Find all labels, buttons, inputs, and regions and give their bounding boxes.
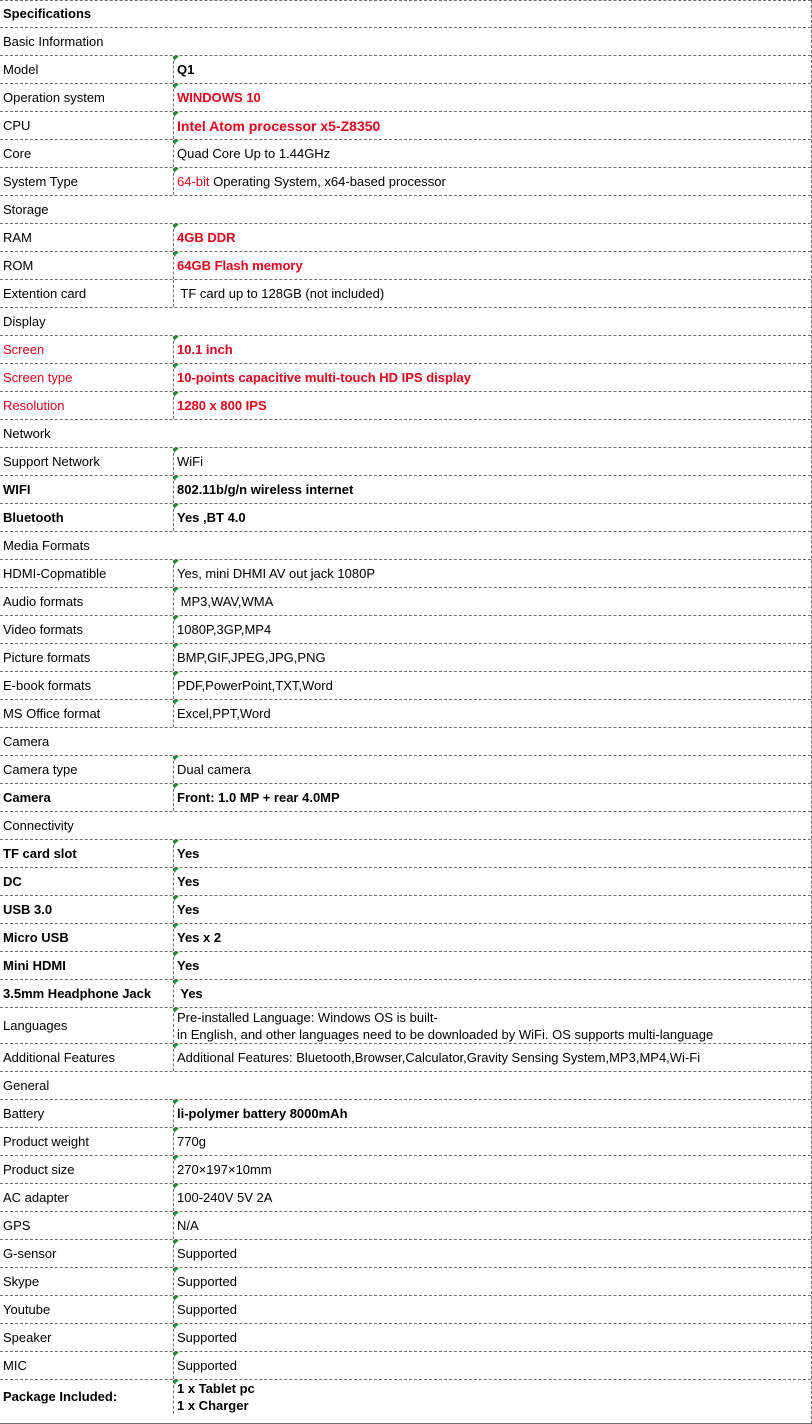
table-title: Specifications [3,6,92,21]
row-tf-slot [0,840,811,868]
row-value: 770g [174,1128,811,1155]
row-value: Yes [174,840,811,867]
row-label: GPS [0,1212,174,1239]
row-value: WINDOWS 10 [174,84,811,111]
row-ebook [0,672,811,700]
row-screen [0,336,811,364]
row-label: Battery [0,1100,174,1127]
row-label: Screen [0,336,174,363]
row-value: Dual camera [174,756,811,783]
row-gsensor [0,1240,811,1268]
table-header-row [0,0,811,28]
row-wifi [0,476,811,504]
row-value: N/A [174,1212,811,1239]
row-value: 270×197×10mm [174,1156,811,1183]
row-mic [0,1352,811,1380]
section-title: Network [3,425,51,441]
row-label: DC [0,868,174,895]
row-rom [0,252,811,280]
section-title: Connectivity [3,817,74,833]
row-additional-features [0,1044,811,1072]
row-value: Additional Features: Bluetooth,Browser,Calculator,Gravity Sensing System,MP3,MP4,Wi-Fi [174,1044,811,1071]
row-label: Resolution [0,392,174,419]
row-value: TF card up to 128GB (not included) [177,285,385,301]
row-value: Supported [174,1352,811,1379]
row-value: WiFi [174,448,811,475]
row-dc [0,868,811,896]
row-label: Support Network [0,448,174,475]
value-line: 1 x Charger [177,1398,249,1413]
row-value: Yes, mini DHMI AV out jack 1080P [174,560,811,587]
row-label: Speaker [0,1324,174,1351]
row-label: Screen type [0,364,174,391]
section-general [0,1072,811,1100]
row-value: 1080P,3GP,MP4 [174,616,811,643]
section-storage [0,196,811,224]
row-label: USB 3.0 [0,896,174,923]
row-value [174,168,811,195]
row-value: Yes x 2 [174,924,811,951]
section-title: General [3,1077,50,1093]
row-video [0,616,811,644]
row-label: Camera [0,784,174,811]
value-highlight: 64-bit [177,173,210,189]
row-audio [0,588,811,616]
section-display [0,308,811,336]
row-label: Core [0,140,174,167]
row-label: HDMI-Copmatible [0,560,174,587]
row-value: Intel Atom processor x5-Z8350 [174,112,811,139]
row-value: Excel,PPT,Word [174,700,811,727]
row-label: 3.5mm Headphone Jack [0,980,174,1007]
row-headphone-jack [0,980,811,1008]
row-languages [0,1008,811,1044]
row-ram [0,224,811,252]
row-cpu [0,112,811,140]
row-value: 100-240V 5V 2A [174,1184,811,1211]
row-camera-type [0,756,811,784]
row-value: 10.1 inch [174,336,811,363]
row-label: MIC [0,1352,174,1379]
section-network [0,420,811,448]
value-line: 1 x Tablet pc [177,1381,255,1396]
row-label: Product weight [0,1128,174,1155]
row-weight [0,1128,811,1156]
row-bluetooth [0,504,811,532]
row-label: MS Office format [0,700,174,727]
row-label: Video formats [0,616,174,643]
row-label: AC adapter [0,1184,174,1211]
row-label: E-book formats [0,672,174,699]
row-value: Quad Core Up to 1.44GHz [174,140,811,167]
row-gps [0,1212,811,1240]
row-value: 1280 x 800 IPS [174,392,811,419]
section-title: Media Formats [3,537,90,553]
row-mini-hdmi [0,952,811,980]
row-skype [0,1268,811,1296]
section-basic [0,28,811,56]
row-value: Q1 [174,56,811,83]
row-value: Front: 1.0 MP + rear 4.0MP [174,784,811,811]
row-size [0,1156,811,1184]
row-value: 4GB DDR [174,224,811,251]
row-hdmi [0,560,811,588]
row-label: Product size [0,1156,174,1183]
row-value: Yes [174,896,811,923]
row-label: WIFI [0,476,174,503]
row-label: Mini HDMI [0,952,174,979]
value-line: in English, and other languages need to be downloaded by WiFi. OS supports multi-language [177,1026,714,1042]
row-label: CPU [0,112,174,139]
row-value: BMP,GIF,JPEG,JPG,PNG [174,644,811,671]
row-value: 802.11b/g/n wireless internet [174,476,811,503]
row-resolution [0,392,811,420]
row-value: Yes ,BT 4.0 [174,504,811,531]
section-title: Basic Information [3,33,104,49]
row-package [0,1380,811,1414]
row-value: 64GB Flash memory [174,252,811,279]
row-support-network [0,448,811,476]
row-os [0,84,811,112]
row-value [174,1008,811,1043]
section-title: Camera [3,733,50,749]
row-value: li-polymer battery 8000mAh [174,1100,811,1127]
row-office [0,700,811,728]
row-value: Supported [174,1324,811,1351]
row-usb3 [0,896,811,924]
row-label: Audio formats [0,588,174,615]
section-media [0,532,811,560]
section-connectivity [0,812,811,840]
row-value: PDF,PowerPoint,TXT,Word [174,672,811,699]
section-title: Display [3,313,46,329]
row-label: Package Included: [0,1380,174,1414]
row-label: Languages [0,1008,174,1043]
section-title: Storage [3,201,49,217]
row-model [0,56,811,84]
row-label: TF card slot [0,840,174,867]
row-label: Extention card [0,280,174,307]
row-label: Skype [0,1268,174,1295]
row-label: RAM [0,224,174,251]
row-label: Camera type [0,756,174,783]
row-system-type [0,168,811,196]
row-value: MP3,WAV,WMA [174,588,811,615]
row-label: Micro USB [0,924,174,951]
row-label: Picture formats [0,644,174,671]
row-speaker [0,1324,811,1352]
row-value: Yes [174,980,811,1007]
row-label: ROM [0,252,174,279]
row-battery [0,1100,811,1128]
row-screen-type [0,364,811,392]
row-value: Supported [174,1268,811,1295]
section-camera [0,728,811,756]
value-line: Pre-installed Language: Windows OS is built- [177,1009,438,1025]
row-adapter [0,1184,811,1212]
row-value: 10-points capacitive multi-touch HD IPS display [174,364,811,391]
row-micro-usb [0,924,811,952]
row-extension-card [0,280,811,308]
row-label: Operation system [0,84,174,111]
row-label: G-sensor [0,1240,174,1267]
row-picture [0,644,811,672]
row-youtube [0,1296,811,1324]
row-label: Youtube [0,1296,174,1323]
row-label: Bluetooth [0,504,174,531]
row-value: Yes [174,868,811,895]
row-value: Supported [174,1296,811,1323]
row-camera [0,784,811,812]
row-value: Supported [174,1240,811,1267]
row-value: Yes [174,952,811,979]
row-core [0,140,811,168]
row-label: System Type [0,168,174,195]
value-text: Operating System, x64-based processor [209,173,446,189]
row-label: Model [0,56,174,83]
row-label: Additional Features [0,1044,174,1071]
row-value [174,1380,811,1414]
